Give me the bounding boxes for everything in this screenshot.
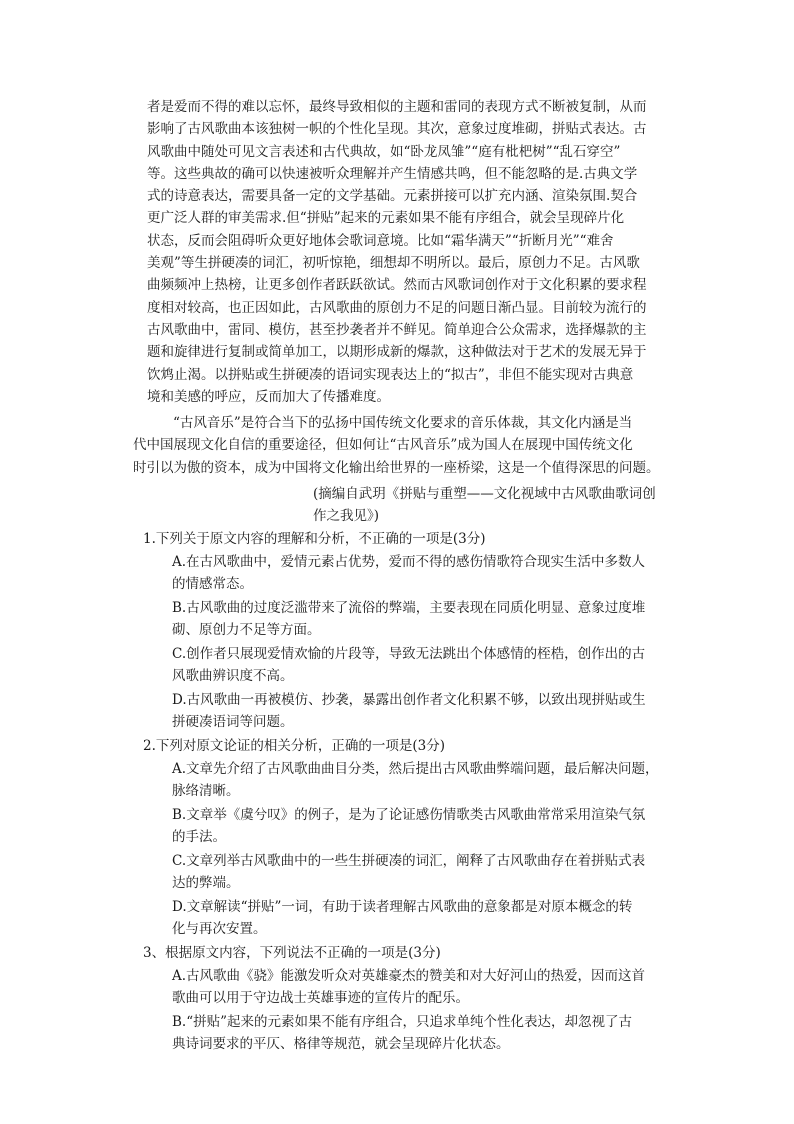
question-3-option-a xyxy=(172,965,645,1010)
option-line: 典诗词要求的平仄、格律等规范，就会呈现碎片化状态。 xyxy=(172,1036,510,1053)
option-line: C.文章列举古风歌曲中的一些生拼硬凑的词汇，阐释了古风歌曲存在着拼贴式表 xyxy=(172,853,646,869)
question-3-option-b xyxy=(172,1011,632,1056)
option-line: D.文章解读“拼贴”一词，有助于读者理解古风歌曲的意象都是对原本概念的转 xyxy=(172,899,633,915)
question-3-title: 3、根据原文内容，下列说法不正确的一项是(3分) xyxy=(143,945,441,961)
option-line: 脉络清晰。 xyxy=(172,783,240,800)
option-line: B.文章举《虞兮叹》的例子，是为了论证感伤情歌类古风歌曲常常采用渲染气氛 xyxy=(172,807,646,823)
question-1-option-a xyxy=(172,551,645,596)
source-line: (摘编自武玥《拼贴与重塑——文化视域中古风歌曲歌词创 xyxy=(313,486,656,502)
conclusion-line: “古风音乐”是符合当下的弘扬中国传统文化要求的音乐体裁，其文化内涵是当 xyxy=(173,415,633,431)
passage-line: 状态，反而会阻碍听众更好地体会歌词意境。比如“霜华满天”“折断月光”“难舍 xyxy=(147,232,614,249)
option-line: B.古风歌曲的过度泛滥带来了流俗的弊端，主要表现在同质化明显、意象过度堆 xyxy=(172,600,646,616)
passage-line: 古风歌曲中，雷同、模仿，甚至抄袭者并不鲜见。简单迎合公众需求，选择爆款的主 xyxy=(147,321,647,338)
option-line: A.在古风歌曲中，爱情元素占优势，爱而不得的感伤情歌符合现实生活中多数人 xyxy=(172,554,646,570)
option-line: B.“拼贴”起来的元素如果不能有序组合，只追求单纯个性化表达，却忽视了古 xyxy=(172,1014,633,1030)
option-line: D.古风歌曲一再被模仿、抄袭，暴露出创作者文化积累不够，以致出现拼贴或生 xyxy=(172,692,646,708)
question-1-option-c xyxy=(172,643,645,688)
source-citation xyxy=(313,483,656,528)
conclusion-line: 代中国展现文化自信的重要途径，但如何让“古风音乐”成为国人在展现中国传统文化 xyxy=(133,437,633,454)
passage-line: 影响了古风歌曲本该独树一帜的个性化呈现。其次，意象过度堆砌，拼贴式表达。古 xyxy=(147,121,647,138)
question-2-option-b xyxy=(172,804,645,849)
question-2-option-a xyxy=(172,758,659,803)
passage-line: 等。这些典故的确可以快速被听众理解并产生情感共鸣，但不能忽略的是.古典文学 xyxy=(147,165,638,182)
option-line: 达的弊端。 xyxy=(172,875,240,892)
conclusion-line: 时引以为傲的资本，成为中国将文化输出给世界的一座桥梁，这是一个值得深思的问题。 xyxy=(133,459,660,476)
source-line: 作之我见》) xyxy=(313,508,380,525)
question-2-option-d xyxy=(172,896,632,941)
option-line: 歌曲可以用于守边战士英雄事迹的宣传片的配乐。 xyxy=(172,990,469,1007)
question-2-title: 2.下列对原文论证的相关分析，正确的一项是(3分) xyxy=(143,738,446,754)
passage-line: 曲频频冲上热榜，让更多创作者跃跃欲试。然而古风歌词创作对于文化积累的要求程 xyxy=(147,277,647,294)
passage-line: 式的诗意表达，需要具备一定的文学基础。元素拼接可以扩充内涵、渲染氛围.契合 xyxy=(147,188,638,205)
question-1-title: 1.下列关于原文内容的理解和分析，不正确的一项是(3分) xyxy=(143,531,486,547)
passage-body xyxy=(147,96,687,408)
passage-line: 者是爱而不得的难以忘怀，最终导致相似的主题和雷同的表现方式不断被复制，从而 xyxy=(147,99,647,115)
option-line: 拼硬凑语词等问题。 xyxy=(172,714,294,731)
option-line: 风歌曲辨识度不高。 xyxy=(172,668,294,685)
passage-line: 题和旋律进行复制或简单加工，以期形成新的爆款，这种做法对于艺术的发展无异于 xyxy=(147,344,647,361)
passage-line: 更广泛人群的审美需求.但“拼贴”起来的元素如果不能有序组合，就会呈现碎片化 xyxy=(147,210,625,227)
option-line: 砌、原创力不足等方面。 xyxy=(172,622,321,639)
passage-conclusion xyxy=(133,412,660,479)
question-1-option-b xyxy=(172,597,645,642)
passage-line: 饮鸩止渴。以拼贴或生拼硬凑的语词实现表达上的“拟古”，非但不能实现对古典意 xyxy=(147,366,634,383)
option-line: C.创作者只展现爱情欢愉的片段等，导致无法跳出个体感情的桎梏，创作出的古 xyxy=(172,646,646,662)
passage-line: 度相对较高，也正因如此，古风歌曲的原创力不足的问题日渐凸显。目前较为流行的 xyxy=(147,299,647,316)
passage-line: 美观”等生拼硬凑的词汇，初听惊艳，细想却不明所以。最后，原创力不足。古风歌 xyxy=(147,255,640,272)
passage-line: 境和美感的呼应，反而加大了传播难度。 xyxy=(147,388,390,405)
option-line: 化与再次安置。 xyxy=(172,921,267,938)
option-line: A.文章先介绍了古风歌曲曲目分类，然后提出古风歌曲弊端问题，最后解决问题， xyxy=(172,761,659,777)
question-1-option-d xyxy=(172,689,646,734)
option-line: A.古风歌曲《骁》能激发听众对英雄豪杰的赞美和对大好河山的热爱，因而这首 xyxy=(172,968,646,984)
passage-line: 风歌曲中随处可见文言表述和古代典故，如“卧龙凤雏”“庭有枇杷树”“乱石穿空” xyxy=(147,143,621,160)
option-line: 的情感常态。 xyxy=(172,576,253,593)
question-2-option-c xyxy=(172,850,645,895)
option-line: 的手法。 xyxy=(172,829,226,846)
